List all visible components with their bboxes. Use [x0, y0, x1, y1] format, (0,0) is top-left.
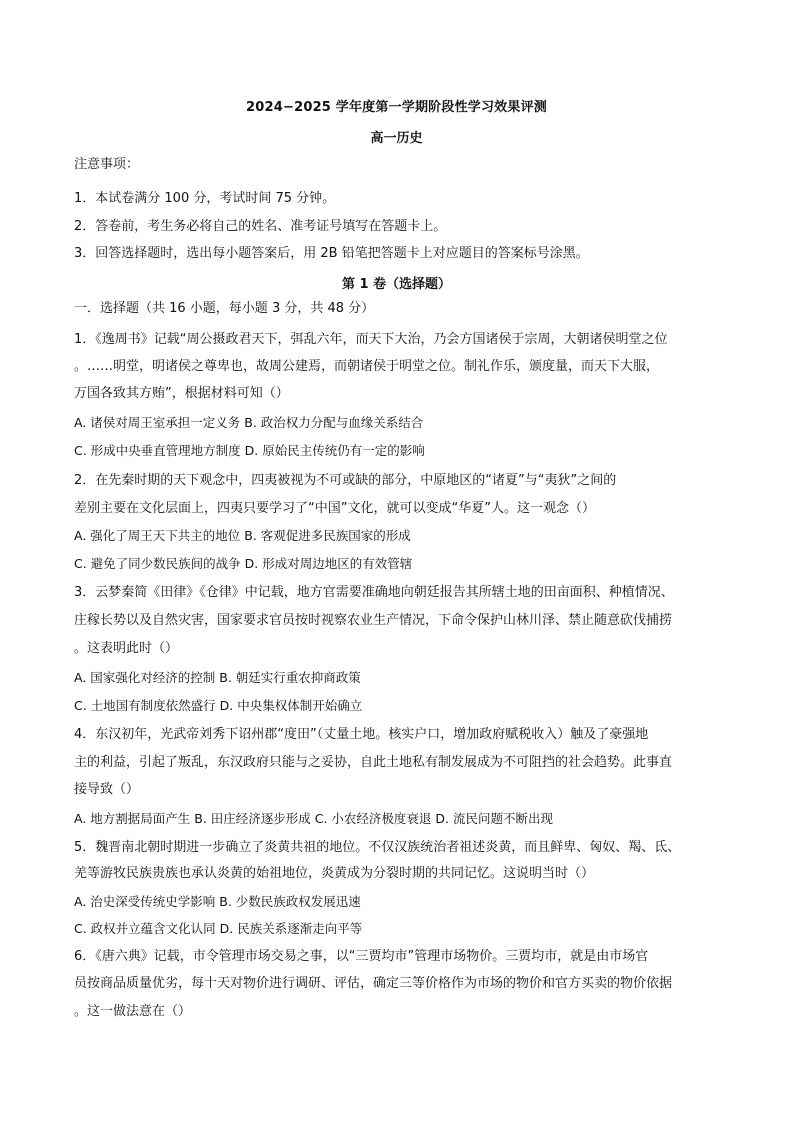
notice-item: 1．本试卷满分 100 分，考试时间 75 分钟。	[74, 191, 336, 206]
question-4-line: 主的利益，引起了叛乱，东汉政府只能与之妥协，自此土地私有制发展成为不可阻挡的社会趋势。此事直	[74, 755, 673, 770]
question-6-line: 员按商品质量优劣，每十天对物价进行调研、评估，确定三等价格作为市场的物价和官方买卖的物价依据	[74, 976, 673, 991]
exam-subject: 高一历史	[370, 131, 423, 146]
question-2-line: 差别主要在文化层面上，四夷只要学习了“中国”文化，就可以变成“华夏”人。这一观念（）	[74, 501, 595, 516]
question-2-options: C. 避免了同少数民族间的战争 D. 形成对周边地区的有效管辖	[74, 556, 413, 571]
question-1-options: A. 诸侯对周王室承担一定义务 B. 政治权力分配与血缘关系结合	[74, 415, 424, 430]
question-1-line: 1．《逸周书》记载“周公摄政君天下，弭乱六年，而天下大治，乃会方国诸侯于宗周，大朝诸侯明堂之位	[74, 332, 668, 347]
question-3-options: A. 国家强化对经济的控制 B. 朝廷实行重农抑商政策	[74, 670, 361, 685]
question-2-options: A. 强化了周王天下共主的地位 B. 客观促进多民族国家的形成	[74, 528, 411, 543]
question-4-line: 接导致（）	[74, 782, 140, 797]
question-5-line: 羌等游牧民族贵族也承认炎黄的始祖地位，炎黄成为分裂时期的共同记忆。这说明当时（）	[74, 866, 595, 881]
question-3-options: C. 土地国有制度依然盛行 D. 中央集权体制开始确立	[74, 698, 363, 713]
notice-heading: 注意事项：	[74, 157, 140, 172]
question-3-line: 3．云梦秦简《田律》《仓律》中记载，地方官需要准确地向朝廷报告其所辖土地的田亩面积、种植情况、	[74, 585, 674, 600]
question-5-options: C. 政权并立蕴含文化认同 D. 民族关系逐渐走向平等	[74, 921, 363, 936]
section-intro: 一．选择题（共 16 小题，每小题 3 分，共 48 分）	[74, 301, 375, 316]
question-6-line: 。这一做法意在（）	[74, 1004, 192, 1019]
question-5-line: 5．魏晋南北朝时期进一步确立了炎黄共祖的地位。不仅汉族统治者祖述炎黄，而且鲜卑、匈奴、羯、氐、	[74, 840, 681, 855]
question-4-options: A. 地方割据局面产生 B. 田庄经济逐步形成 C. 小农经济极度衰退 D. 流民问题不断出现	[74, 811, 553, 826]
section-title: 第 1 卷（选择题）	[341, 277, 452, 292]
notice-item: 2．答卷前，考生务必将自己的姓名、准考证号填写在答题卡上。	[74, 219, 447, 234]
question-1-options: C. 形成中央垂直管理地方制度 D. 原始民主传统仍有一定的影响	[74, 443, 425, 458]
question-1-line: 万国各致其方贿”，根据材料可知（）	[74, 386, 289, 401]
question-1-line: 。……明堂，明诸侯之尊卑也，故周公建焉，而朝诸侯于明堂之位。制礼作乐，颁度量，而天下大服，	[74, 359, 660, 374]
question-3-line: 庄稼长势以及自然灾害，国家要求官员按时视察农业生产情况，下命令保护山林川泽、禁止随意砍伐捕捞	[74, 613, 673, 628]
question-5-options: A. 治史深受传统史学影响 B. 少数民族政权发展迅速	[74, 894, 361, 909]
question-4-line: 4．东汉初年，光武帝刘秀下诏州郡“度田”（丈量土地。核实户口，增加政府赋税收入）触及了豪强地	[74, 727, 649, 742]
question-6-line: 6．《唐六典》记载，市令管理市场交易之事，以“三贾均市”管理市场物价。三贾均市，就是由市场官	[74, 949, 649, 964]
notice-item: 3．回答选择题时，选出每小题答案后，用 2B 铅笔把答题卡上对应题目的答案标号涂黑。	[74, 246, 589, 261]
question-3-line: 。这表明此时（）	[74, 641, 179, 656]
exam-title: 2024−2025 学年度第一学期阶段性学习效果评测	[246, 100, 547, 115]
question-2-line: 2．在先秦时期的天下观念中，四夷被视为不可或缺的部分，中原地区的“诸夏”与“夷狄”之间的	[74, 473, 617, 488]
